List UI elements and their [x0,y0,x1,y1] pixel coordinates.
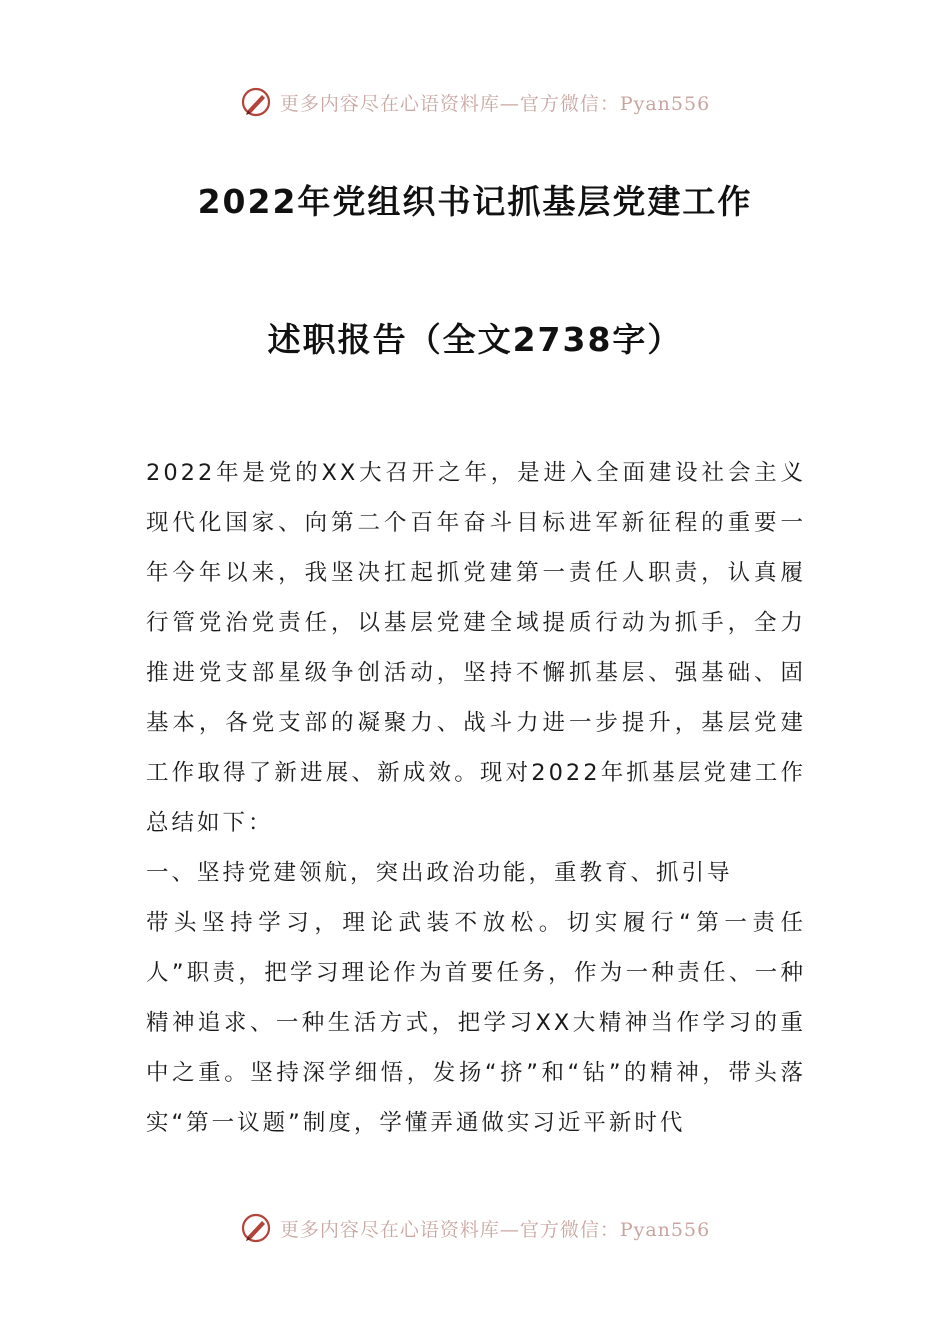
document-title-line-1: 2022年党组织书记抓基层党建工作 [197,182,753,221]
watermark-text: 更多内容尽在心语资料库—官方微信：Pyan556 [279,92,711,115]
header-watermark [0,84,950,120]
pen-circle-logo-icon [240,1212,272,1244]
footer-watermark [0,1210,950,1246]
pen-circle-logo-icon [240,86,272,118]
section-heading-1: 一、坚持党建领航，突出政治功能，重教育、抓引导 [146,860,733,886]
document-title-line-2: 述职报告（全文2738字） [267,320,683,359]
watermark-text: 更多内容尽在心语资料库—官方微信：Pyan556 [279,1218,711,1241]
body-paragraph-intro: 2022年是党的XX大召开之年，是进入全面建设社会主义现代化国家、向第二个百年奋斗目标进军新征程的重要一年今年以来，我坚决扛起抓党建第一责任人职责，认真履行管党治党责任，以基层党建全域提质行动为抓手，全力推进党支部星级争创活动，坚持不懈抓基层、强基础、固基本，各党支部的凝聚力、战斗力进一步提升，基层党建工作取得了新进展、新成效。现对2022年抓基层党建工作总结如下： [146,460,806,836]
body-paragraph-study: 带头坚持学习，理论武装不放松。切实履行“第一责任人”职责，把学习理论作为首要任务，作为一种责任、一种精神追求、一种生活方式，把学习XX大精神当作学习的重中之重。坚持深学细悟，发扬“挤”和“钻”的精神，带头落实“第一议题”制度，学懂弄通做实习近平新时代 [146,910,806,1136]
document-body [146,448,806,1148]
